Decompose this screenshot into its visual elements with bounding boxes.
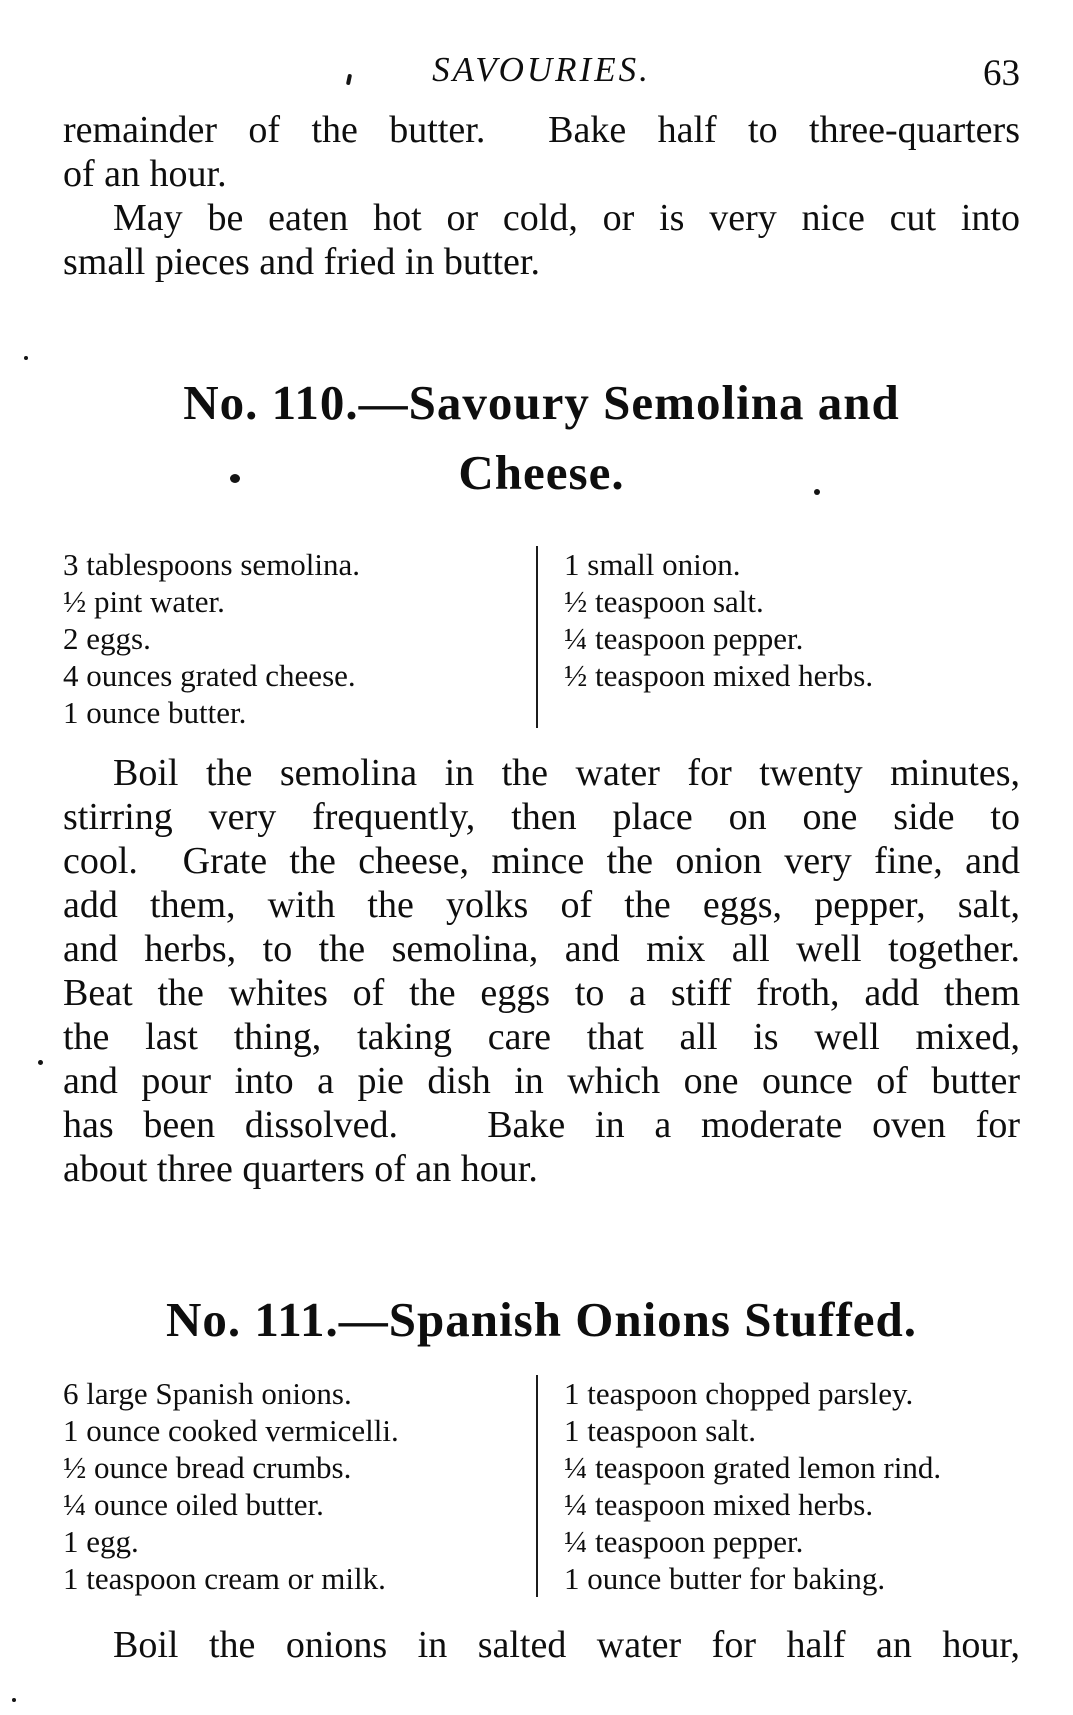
ingredient-item: 1 ounce butter for baking. — [564, 1561, 886, 1596]
ink-speck — [230, 474, 240, 483]
ingredient-column-right — [564, 1375, 1020, 1597]
ingredient-item: ¼ teaspoon pepper. — [564, 621, 804, 656]
recipe-111-ingredients — [63, 1375, 1020, 1597]
intro-paragraph-2 — [63, 196, 1020, 284]
ink-speck — [814, 489, 820, 495]
ingredient-item: ¼ ounce oiled butter. — [63, 1487, 324, 1522]
column-divider-rule — [536, 1375, 538, 1597]
ingredient-item: 1 small onion. — [564, 547, 741, 582]
recipe-title-line: Cheese. — [458, 445, 625, 500]
text-line: and herbs, to the semolina, and mix all well together. — [63, 928, 1020, 970]
text-line: remainder of the butter. Bake half to three-quarters — [63, 109, 1020, 151]
ingredient-item: ½ teaspoon mixed herbs. — [564, 658, 874, 693]
ingredient-item: ½ ounce bread crumbs. — [63, 1450, 352, 1485]
recipe-111-method — [63, 1623, 1020, 1667]
text-line: and pour into a pie dish in which one ounce of butter — [63, 1060, 1020, 1102]
column-divider-rule — [536, 546, 538, 728]
ink-speck — [38, 1060, 43, 1065]
ingredient-item: ½ pint water. — [63, 584, 225, 619]
recipe-110-method — [63, 751, 1020, 1191]
ingredient-item: ¼ teaspoon mixed herbs. — [564, 1487, 874, 1522]
page-header — [63, 50, 1020, 92]
ink-speck — [24, 356, 28, 360]
text-line: stirring very frequently, then place on one side to — [63, 796, 1020, 838]
text-line: cool. Grate the cheese, mince the onion very fine, and — [63, 840, 1020, 882]
recipe-110-ingredients — [63, 546, 1020, 731]
recipe-title-line: No. 110.—Savoury Semolina and — [183, 375, 900, 430]
ingredient-item: 4 ounces grated cheese. — [63, 658, 356, 693]
text-line: add them, with the yolks of the eggs, pepper, salt, — [63, 884, 1020, 926]
ingredient-column-left — [63, 546, 536, 731]
ingredient-item: 6 large Spanish onions. — [63, 1376, 352, 1411]
text-line: about three quarters of an hour. — [63, 1148, 538, 1190]
ingredient-item: 1 teaspoon cream or milk. — [63, 1561, 386, 1596]
ingredient-item: ½ teaspoon salt. — [564, 584, 764, 619]
ingredient-item: 1 ounce butter. — [63, 695, 247, 730]
ink-speck — [12, 1698, 16, 1702]
text-line: of an hour. — [63, 153, 227, 195]
ingredient-item: 1 teaspoon salt. — [564, 1413, 756, 1448]
text-line: Boil the onions in salted water for half an hour, — [113, 1624, 1020, 1666]
page-number: 63 — [983, 53, 1020, 94]
running-head: SAVOURIES. — [432, 50, 651, 89]
text-line: the last thing, taking care that all is well mixed, — [63, 1016, 1020, 1058]
text-line: Beat the whites of the eggs to a stiff froth, add them — [63, 972, 1020, 1014]
ingredient-item: 3 tablespoons semolina. — [63, 547, 361, 582]
ingredient-item: 1 teaspoon chopped parsley. — [564, 1376, 914, 1411]
text-line: has been dissolved. Bake in a moderate oven for — [63, 1104, 1020, 1146]
ingredient-item: 1 ounce cooked vermicelli. — [63, 1413, 399, 1448]
text-line: May be eaten hot or cold, or is very nice cut into — [113, 197, 1020, 239]
ingredient-column-left — [63, 1375, 536, 1597]
text-line: small pieces and fried in butter. — [63, 241, 540, 283]
ingredient-item: ¼ teaspoon grated lemon rind. — [564, 1450, 942, 1485]
ingredient-item: 2 eggs. — [63, 621, 151, 656]
recipe-title-line: No. 111.—Spanish Onions Stuffed. — [166, 1292, 917, 1347]
intro-paragraph-continuation — [63, 108, 1020, 196]
text-line: Boil the semolina in the water for twenty minutes, — [113, 752, 1020, 794]
ingredient-item: ¼ teaspoon pepper. — [564, 1524, 804, 1559]
ingredient-item: 1 egg. — [63, 1524, 139, 1559]
ingredient-column-right — [564, 546, 1020, 694]
recipe-111-title — [63, 1285, 1020, 1355]
recipe-110-title — [63, 368, 1020, 508]
